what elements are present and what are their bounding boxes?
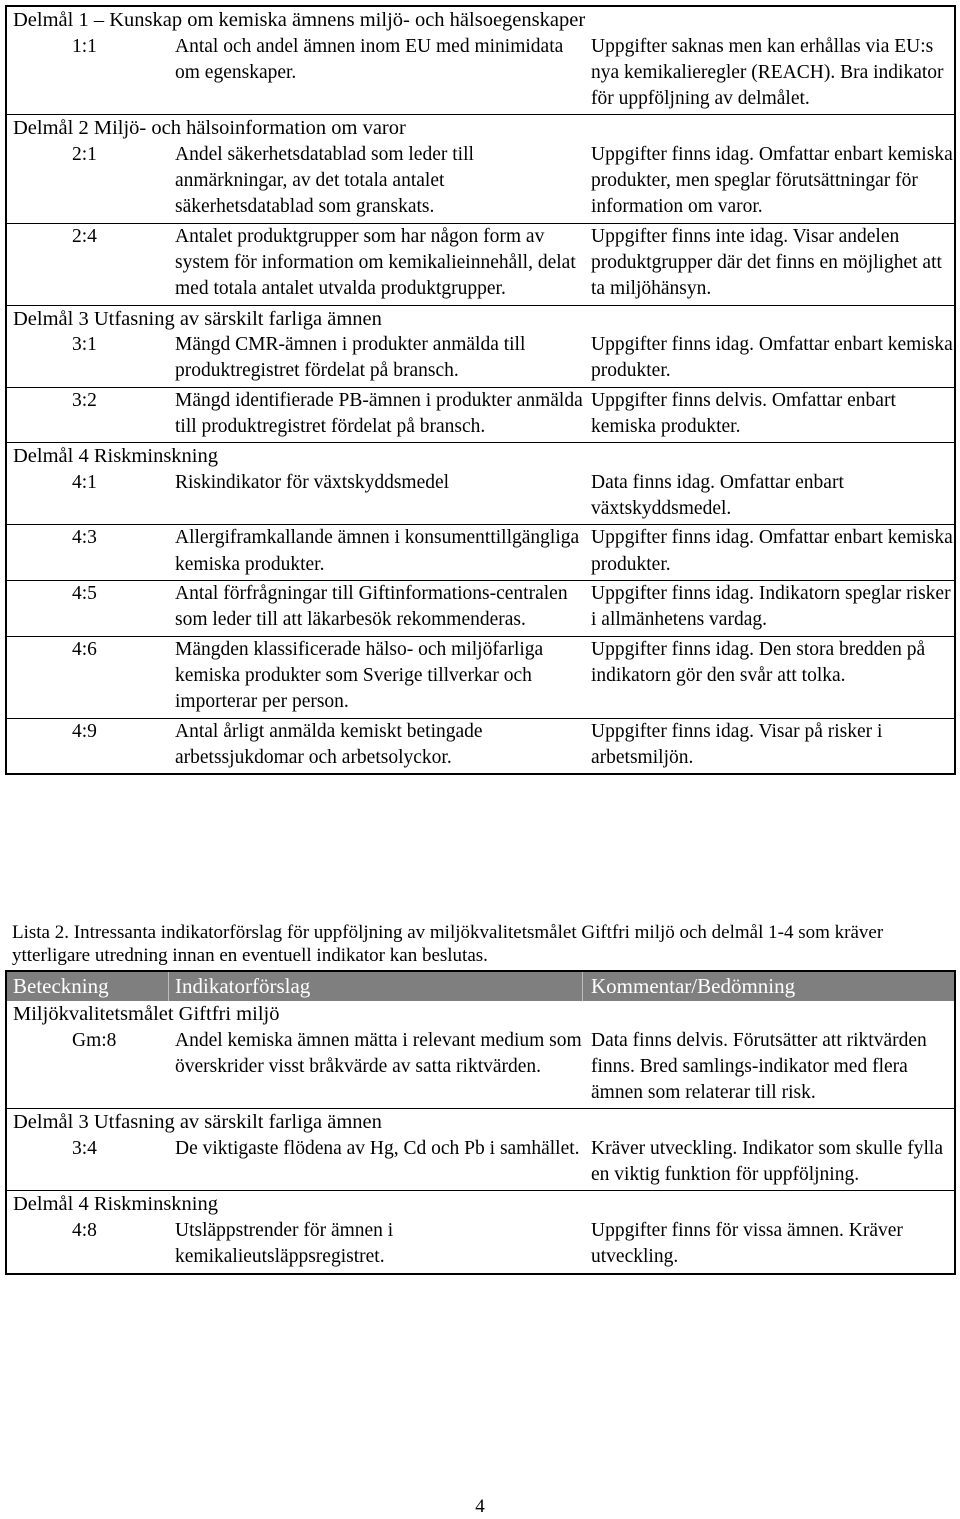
indicator-comment: Uppgifter finns inte idag. Visar andelen produktgrupper där det finns en möjlighet att ta miljöhänsyn. (591, 225, 942, 300)
indicator-id: 3:1 (72, 334, 97, 356)
indicator-text: Antal förfrågningar till Giftinformations-centralen som leder till att läkarbesök rekommenderas. (175, 583, 568, 631)
indicator-comment: Data finns delvis. Förutsätter att riktvärden finns. Bred samlings-indikator med flera ämnen som relaterar till risk. (591, 1029, 927, 1104)
indicator-comment: Uppgifter finns idag. Visar på risker i arbetsmiljön. (591, 720, 883, 768)
indicator-table-1 (5, 5, 956, 775)
indicator-id: 3:2 (72, 389, 97, 411)
indicator-text: Antalet produktgrupper som har någon form av system för information om kemikalieinnehåll, delat med totala antalet utvalda produktgrupper. (175, 225, 576, 300)
indicator-id: Gm:8 (72, 1029, 117, 1051)
indicator-comment: Data finns idag. Omfattar enbart växtskyddsmedel. (591, 471, 844, 520)
section-heading: Delmål 3 Utfasning av särskilt farliga ämnen (7, 1108, 954, 1136)
indicator-id: 4:6 (72, 638, 97, 660)
header-comment: Kommentar/Bedömning (591, 974, 796, 998)
indicator-text: Andel säkerhetsdatablad som leder till anmärkningar, av det totala antalet säkerhetsdatablad som granskats. (175, 143, 474, 218)
section-heading: Delmål 2 Miljö- och hälsoinformation om varor (7, 114, 954, 142)
table-row (7, 580, 954, 636)
indicator-comment: Uppgifter finns idag. Omfattar enbart kemiska produkter. (591, 527, 953, 575)
table-row (7, 1218, 954, 1273)
indicator-id: 3:4 (72, 1137, 97, 1159)
indicator-id: 1:1 (72, 35, 97, 57)
indicator-comment: Uppgifter finns delvis. Omfattar enbart kemiska produkter. (591, 389, 896, 438)
indicator-text: Andel kemiska ämnen mätta i relevant medium som överskrider visst bråkvärde av satta riktvärden. (175, 1029, 582, 1077)
indicator-text: Utsläppstrender för ämnen i kemikalieutsläppsregistret. (175, 1219, 394, 1268)
table-row (7, 524, 954, 580)
section-heading: Delmål 3 Utfasning av särskilt farliga ämnen (7, 305, 954, 333)
header-indicator: Indikatorförslag (169, 972, 583, 1001)
indicator-id: 4:3 (72, 527, 97, 549)
table-row (7, 1028, 954, 1109)
indicator-comment: Uppgifter finns idag. Omfattar enbart kemiska produkter, men speglar förutsättningar för information om varor. (591, 143, 953, 218)
indicator-comment: Uppgifter finns för vissa ämnen. Kräver utveckling. (591, 1219, 903, 1268)
table-row (7, 636, 954, 718)
section-heading: Delmål 4 Riskminskning (7, 442, 954, 470)
table-row (7, 34, 954, 115)
table-row (7, 470, 954, 525)
indicator-text: Mängd CMR-ämnen i produkter anmälda till produktregistret fördelat på bransch. (175, 334, 526, 382)
table-row (7, 387, 954, 443)
indicator-id: 4:1 (72, 471, 97, 493)
indicator-comment: Kräver utveckling. Indikator som skulle fylla en viktig funktion för uppföljning. (591, 1137, 943, 1186)
header-id: Beteckning (7, 972, 169, 1001)
list-caption: Lista 2. Intressanta indikatorförslag för uppföljning av miljökvalitetsmålet Giftfri miljö och delmål 1-4 som kräver ytterligare utredning innan en eventuell indikator kan beslutas. (12, 922, 884, 966)
table-row (7, 142, 954, 223)
indicator-text: De viktigaste flödena av Hg, Cd och Pb i samhället. (175, 1137, 580, 1159)
page-number: 4 (475, 1496, 485, 1517)
section-heading: Delmål 1 – Kunskap om kemiska ämnens miljö- och hälsoegenskaper (13, 9, 586, 31)
table-row (7, 332, 954, 387)
indicator-comment: Uppgifter finns idag. Indikatorn speglar risker i allmänhetens vardag. (591, 583, 951, 631)
section-heading: Miljökvalitetsmålet Giftfri miljö (13, 1003, 280, 1025)
indicator-id: 4:8 (72, 1219, 97, 1241)
indicator-id: 4:5 (72, 583, 97, 605)
indicator-table-2 (5, 970, 956, 1275)
indicator-comment: Uppgifter finns idag. Den stora bredden på indikatorn gör den svår att tolka. (591, 638, 926, 686)
table-row (7, 223, 954, 305)
indicator-id: 2:4 (72, 225, 97, 247)
indicator-text: Mängd identifierade PB-ämnen i produkter anmälda till produktregistret fördelat på bransch. (175, 389, 583, 438)
indicator-text: Mängden klassificerade hälso- och miljöfarliga kemiska produkter som Sverige tillverkar och importerar per person. (175, 638, 544, 713)
indicator-comment: Uppgifter finns idag. Omfattar enbart kemiska produkter. (591, 334, 953, 382)
indicator-text: Antal årligt anmälda kemiskt betingade arbetssjukdomar och arbetsolyckor. (175, 720, 483, 768)
indicator-text: Riskindikator för växtskyddsmedel (175, 471, 450, 493)
table-header-row (7, 972, 954, 1001)
indicator-id: 2:1 (72, 143, 97, 165)
indicator-text: Antal och andel ämnen inom EU med minimidata om egenskaper. (175, 35, 564, 83)
table-row (7, 1136, 954, 1191)
indicator-comment: Uppgifter saknas men kan erhållas via EU:s nya kemikalieregler (REACH). Bra indikator för uppföljning av delmålet. (591, 35, 944, 110)
table-row (7, 718, 954, 774)
indicator-id: 4:9 (72, 720, 97, 742)
section-heading: Delmål 4 Riskminskning (7, 1190, 954, 1218)
indicator-text: Allergiframkallande ämnen i konsumenttillgängliga kemiska produkter. (175, 527, 580, 575)
